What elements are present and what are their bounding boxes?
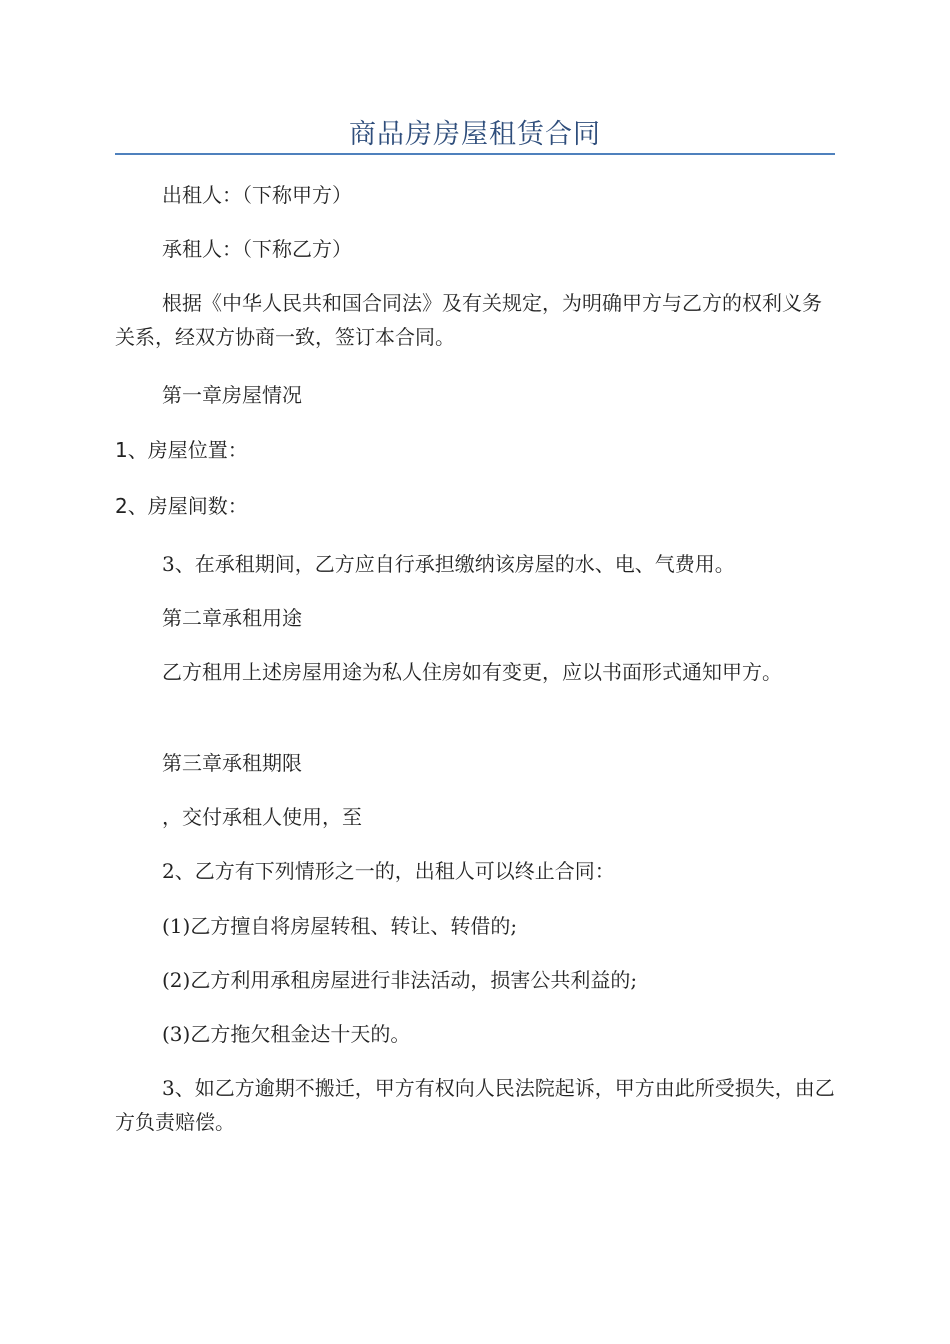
document-title: 商品房房屋租赁合同 xyxy=(349,119,601,150)
list-item-text: 房屋间数： xyxy=(147,494,248,518)
title-underline xyxy=(115,153,835,155)
termination-clause: 2、乙方有下列情形之一的，出租人可以终止合同： xyxy=(162,859,615,883)
list-item-room-count xyxy=(115,489,835,523)
chapter-2-heading: 第二章承租用途 xyxy=(162,606,302,630)
lessor-line: 出租人：（下称甲方） xyxy=(162,183,352,207)
termination-item-3: (3)乙方拖欠租金达十天的。 xyxy=(162,1022,411,1046)
list-item-text: 房屋位置： xyxy=(147,438,248,462)
preamble-paragraph: 根据《中华人民共和国合同法》及有关规定，为明确甲方与乙方的权利义务关系，经双方协商一致，签订本合同。 xyxy=(115,291,822,349)
eviction-clause: 3、如乙方逾期不搬迁，甲方有权向人民法院起诉，甲方由此所受损失，由乙方负责赔偿。 xyxy=(115,1076,835,1134)
list-number: 2、 xyxy=(115,494,148,518)
delivery-clause: ，交付承租人使用，至 xyxy=(162,805,362,829)
usage-clause: 乙方租用上述房屋用途为私人住房如有变更，应以书面形式通知甲方。 xyxy=(162,660,782,684)
utilities-clause: 3、在承租期间，乙方应自行承担缴纳该房屋的水、电、气费用。 xyxy=(162,552,735,576)
list-number: 1、 xyxy=(115,438,148,462)
chapter-1-heading: 第一章房屋情况 xyxy=(162,383,302,407)
termination-item-2: (2)乙方利用承租房屋进行非法活动，损害公共利益的; xyxy=(162,968,638,992)
lessee-line: 承租人：（下称乙方） xyxy=(162,237,352,261)
chapter-3-heading: 第三章承租期限 xyxy=(162,751,302,775)
list-item-house-location xyxy=(115,433,835,467)
termination-item-1: (1)乙方擅自将房屋转租、转让、转借的; xyxy=(162,914,518,938)
